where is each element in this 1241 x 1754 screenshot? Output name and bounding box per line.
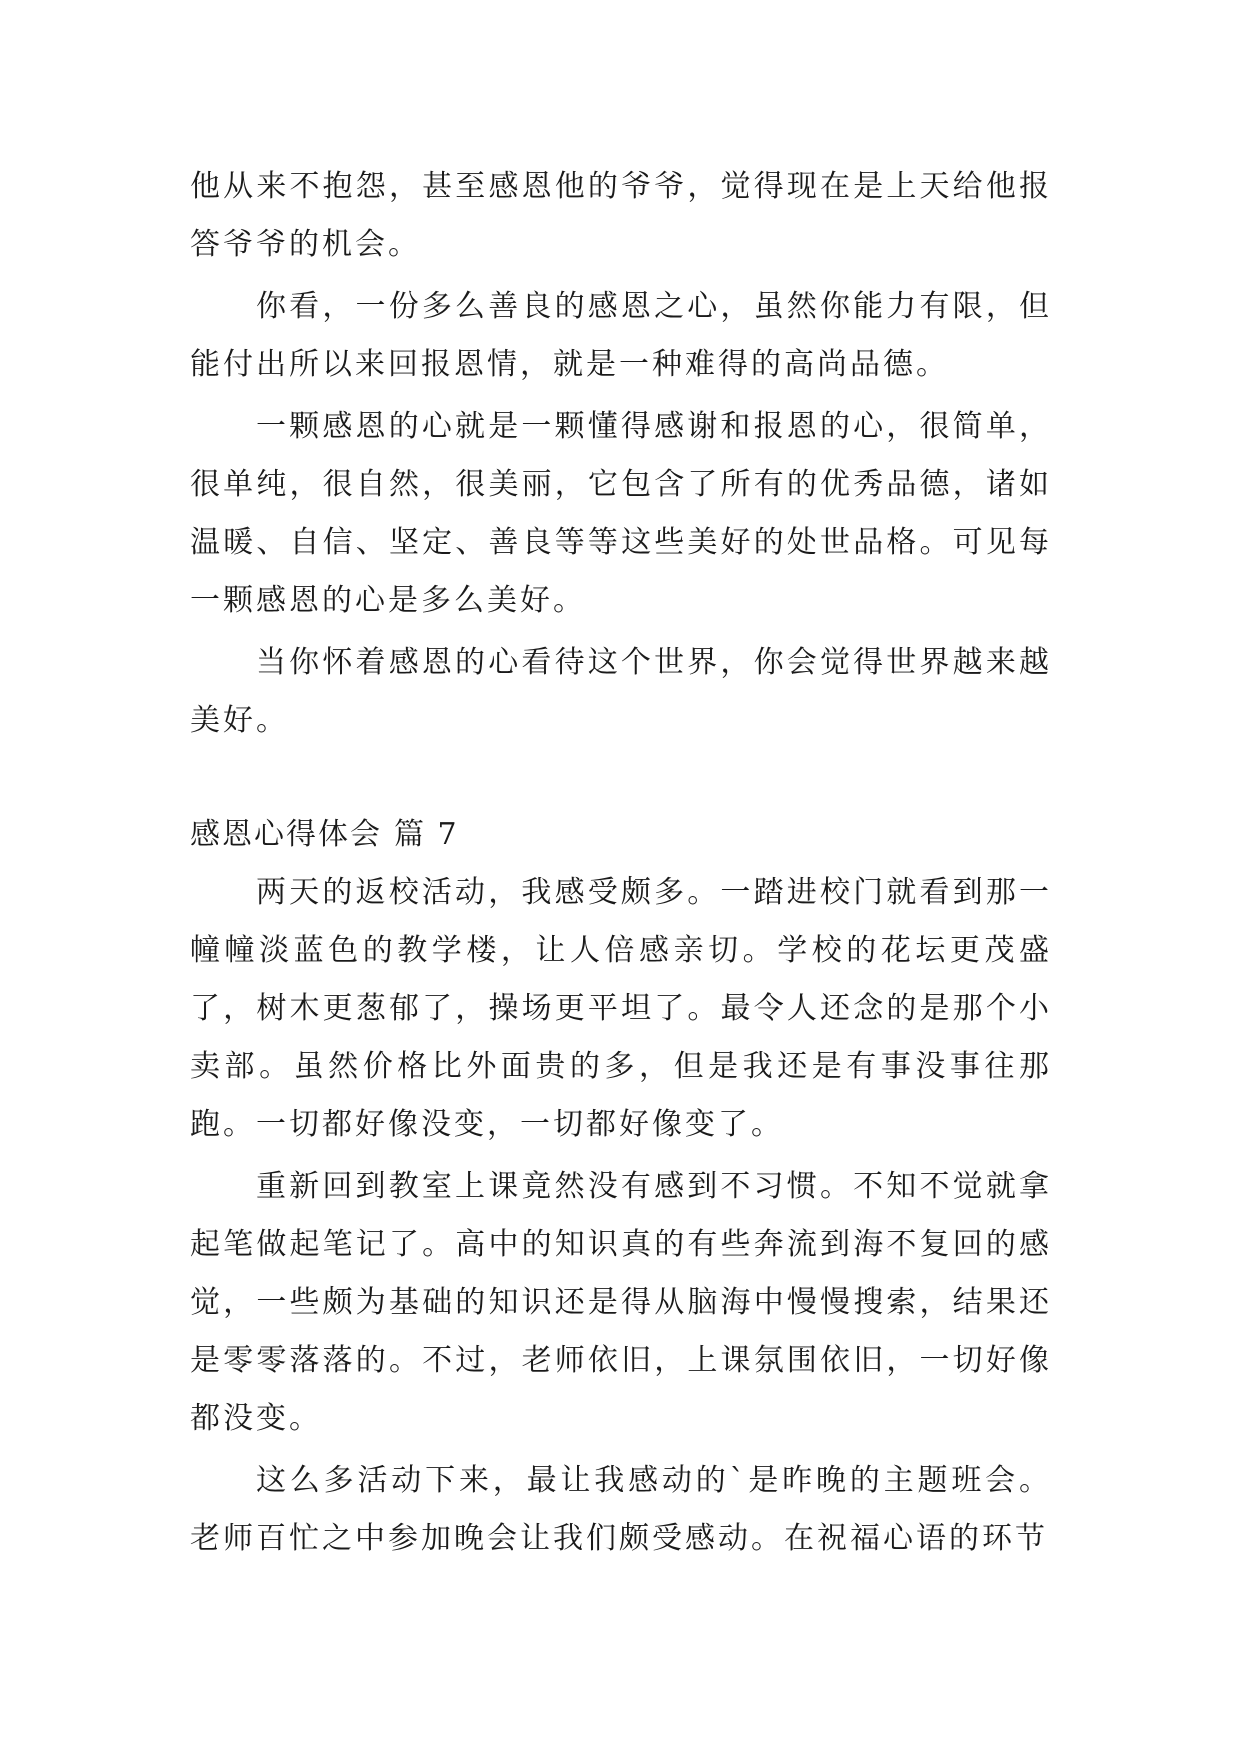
document-body (190, 158, 1052, 1568)
section-number: 篇 7 (394, 817, 459, 852)
paragraph-continued: 他从来不抱怨，甚至感恩他的爷爷，觉得现在是上天给他报答爷爷的机会。 (190, 169, 1052, 262)
section-heading (190, 806, 1052, 864)
paragraph: 一颗感恩的心就是一颗懂得感谢和报恩的心，很简单，很单纯，很自然，很美丽，它包含了所有的优秀品德，诸如温暖、自信、坚定、善良等等这些美好的处世品格。可见每一颗感恩的心是多么美好。 (190, 409, 1052, 618)
paragraph: 这么多活动下来，最让我感动的`是昨晚的主题班会。老师百忙之中参加晚会让我们颇受感动。在祝福心语的环节 (190, 1463, 1052, 1556)
section-title: 感恩心得体会 (190, 817, 382, 852)
paragraph: 当你怀着感恩的心看待这个世界，你会觉得世界越来越美好。 (190, 645, 1052, 738)
paragraph: 重新回到教室上课竟然没有感到不习惯。不知不觉就拿起笔做起笔记了。高中的知识真的有些奔流到海不复回的感觉，一些颇为基础的知识还是得从脑海中慢慢搜索，结果还是零零落落的。不过，老师依旧，上课氛围依旧，一切好像都没变。 (190, 1169, 1052, 1436)
paragraph: 两天的返校活动，我感受颇多。一踏进校门就看到那一幢幢淡蓝色的教学楼，让人倍感亲切。学校的花坛更茂盛了，树木更葱郁了，操场更平坦了。最令人还念的是那个小卖部。虽然价格比外面贵的多，但是我还是有事没事往那跑。一切都好像没变，一切都好像变了。 (190, 875, 1052, 1142)
paragraph: 你看，一份多么善良的感恩之心，虽然你能力有限，但能付出所以来回报恩情，就是一种难得的高尚品德。 (190, 289, 1052, 382)
